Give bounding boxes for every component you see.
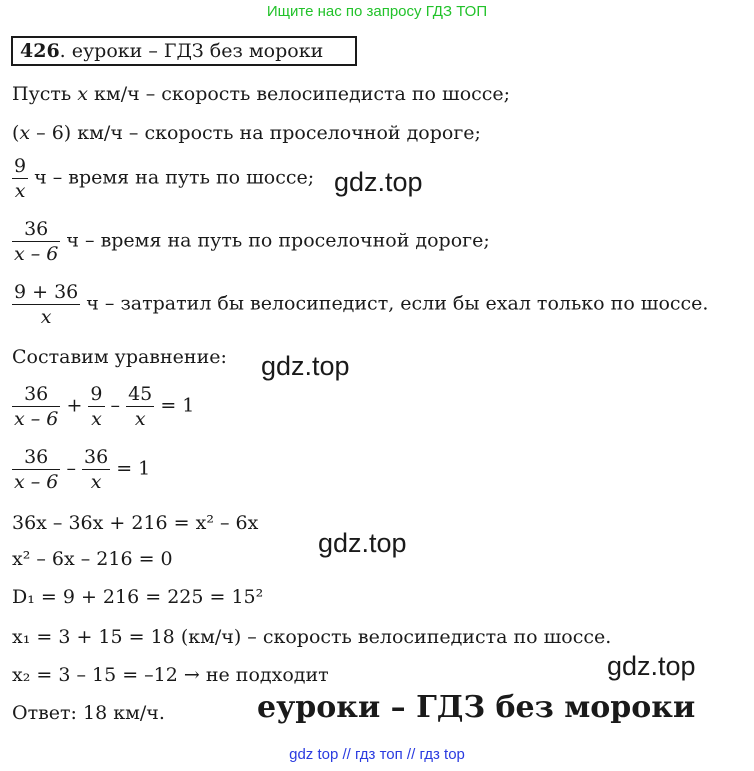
solution-line-2 [12,120,481,146]
variable: x [77,83,89,105]
text: ч – время на путь по шоссе; [28,166,315,189]
numerator: 36 [83,446,109,468]
footer-links [0,746,754,763]
variable: x [19,122,31,144]
answer-line: Ответ: 18 км/ч. [12,702,165,724]
search-hint-banner: Ищите нас по запросу ГДЗ ТОП [266,3,488,20]
text: x₁ = 3 + 15 = 18 [12,626,175,648]
exercise-header [11,36,357,66]
numerator: 9 [14,155,27,177]
watermark: gdz.top [261,351,350,381]
solution-line-6: Составим уравнение: [12,346,227,368]
footer-link[interactable]: гдз топ [355,746,403,763]
numerator: 45 [128,383,153,405]
root-2-line [12,662,329,688]
equation-3: 36x – 36x + 216 = x² – 6x [12,512,259,534]
fraction [126,383,154,430]
discriminant-line: D₁ = 9 + 216 = 225 = 15² [12,586,264,608]
brand-slogan: еуроки – ГДЗ без мороки [257,690,696,725]
denominator: x [12,304,80,328]
watermark: gdz.top [607,651,696,681]
equation-2 [12,446,150,493]
watermark: gdz.top [318,528,407,558]
denominator: x [82,469,110,493]
text: ( [12,122,20,144]
operator: + [66,394,83,417]
text: – 6) км/ч – скорость на проселочной дороге; [30,122,481,144]
fraction [12,155,28,202]
text: x₂ = 3 – 15 = –12 → [12,664,206,686]
solution-line-4 [12,218,490,265]
numerator: 9 + 36 [14,281,79,303]
root-1-line [12,624,611,650]
numerator: 9 [90,383,103,405]
watermark: gdz.top [334,167,423,197]
denominator: x [126,406,154,430]
denominator: x – 6 [14,408,59,430]
footer-link[interactable]: гдз top [419,746,465,763]
operator: – [110,394,121,417]
footer-link[interactable]: gdz top [289,746,339,763]
text: Пусть [12,83,78,105]
denominator: x – 6 [14,243,59,265]
footer-separator: // [402,746,420,763]
fraction [12,218,60,265]
solution-line-1 [12,81,510,107]
denominator: x [12,178,28,202]
fraction [12,383,60,430]
text: км/ч – скорость велосипедиста по шоссе; [88,83,511,105]
text: (км/ч) – скорость велосипедиста по шоссе. [174,626,612,648]
equation-4: x² – 6x – 216 = 0 [12,548,173,570]
footer-separator: // [338,746,355,763]
equation-rhs: = 1 [116,457,151,480]
fraction [88,383,104,430]
fraction [12,446,60,493]
denominator: x [88,406,104,430]
equation-1 [12,383,194,430]
fraction [82,446,110,493]
fraction [12,281,80,328]
exercise-number: 426 [20,40,60,62]
solution-line-3 [12,155,314,202]
numerator: 36 [24,383,49,405]
text: не подходит [205,664,329,686]
solution-line-5 [12,281,708,328]
equation-rhs: = 1 [160,394,195,417]
denominator: x – 6 [14,471,59,493]
operator: – [66,457,76,480]
numerator: 36 [24,446,49,468]
text: ч – затратил бы велосипедист, если бы ехал только по шоссе. [80,292,709,315]
text: ч – время на путь по проселочной дороге; [60,229,490,252]
exercise-title: . еуроки – ГДЗ без мороки [59,40,324,62]
numerator: 36 [24,218,49,240]
